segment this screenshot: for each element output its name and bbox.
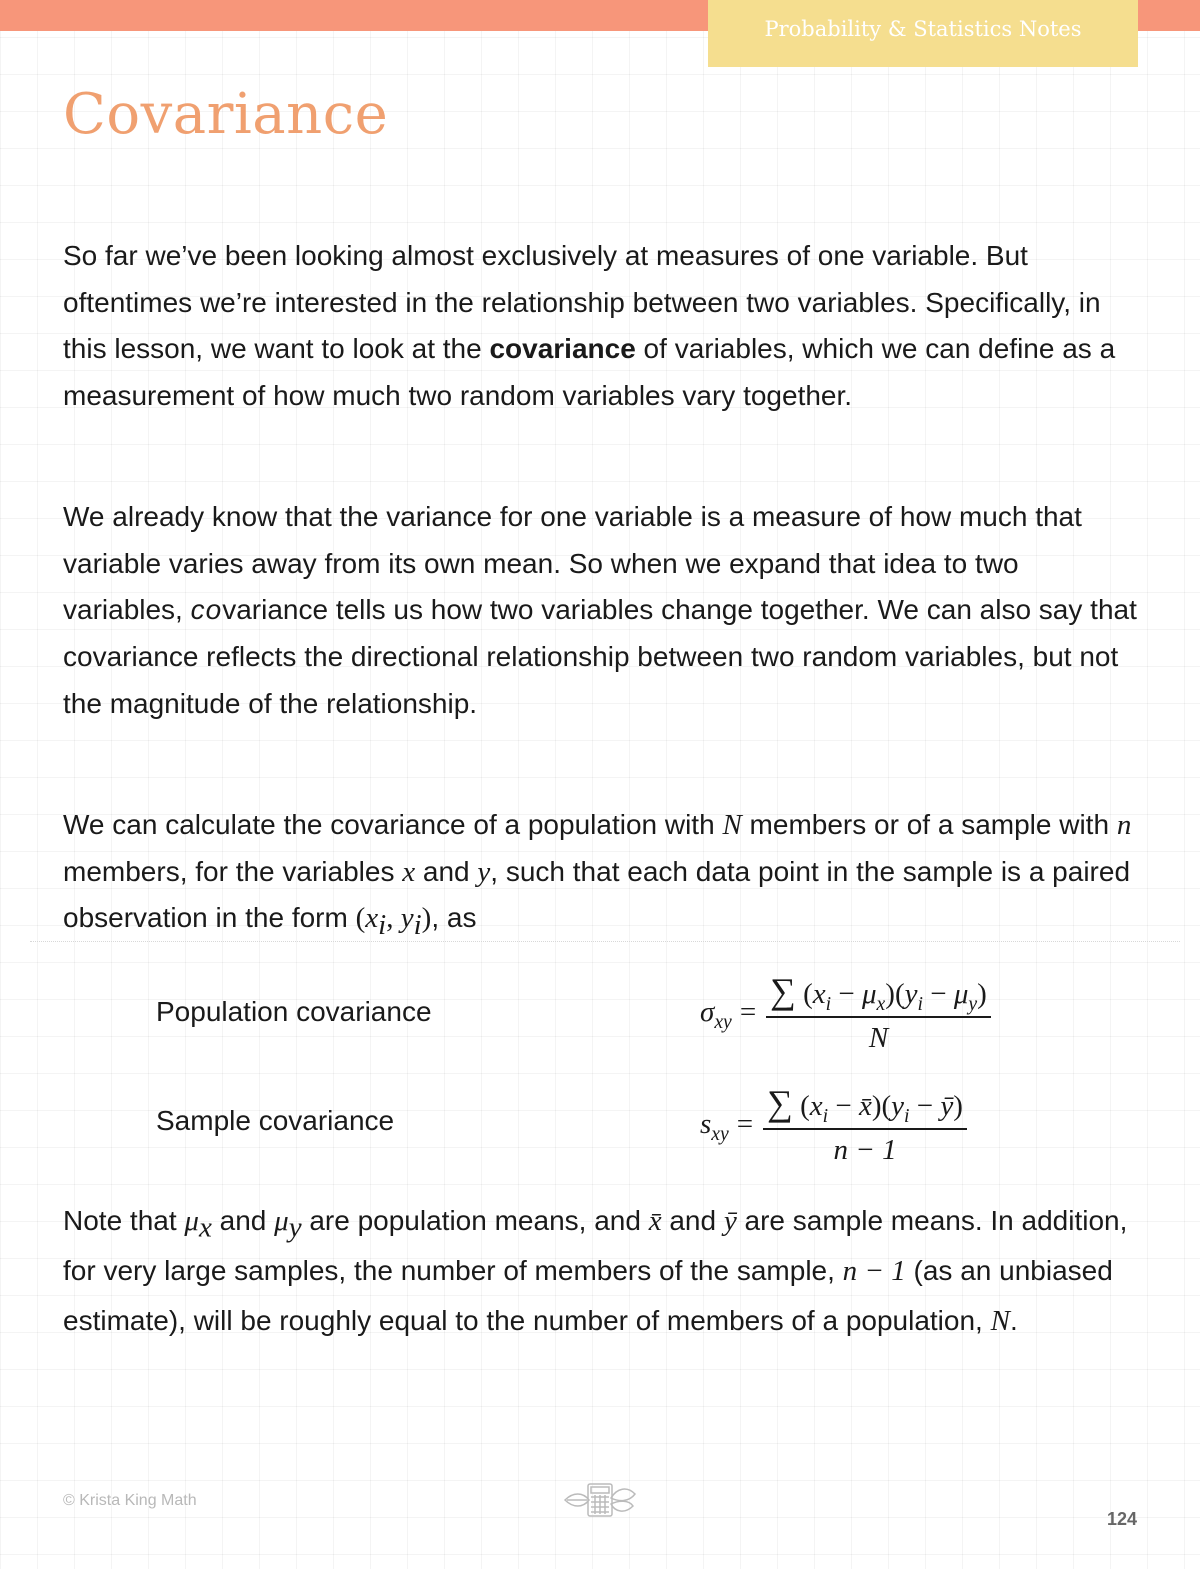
pair-y: y — [400, 902, 414, 935]
dotted-divider — [30, 941, 1180, 942]
note-text-5: are sample means. In addition, for very large samples, the number of members of the sample, — [63, 1205, 1128, 1286]
calc-text-2: members or of a sample with — [741, 809, 1117, 840]
calc-text-5: , such that each data point in the sample is a paired observation in the form — [63, 855, 1131, 934]
note-paragraph — [63, 1196, 1143, 1346]
math-mu-y-sub: y — [288, 1211, 302, 1244]
population-lhs-symbol: σ — [700, 996, 715, 1028]
population-covariance-formula — [700, 970, 991, 1055]
note-text-2: and — [211, 1205, 275, 1236]
calculator-leaf-logo-icon — [563, 1480, 637, 1520]
sample-covariance-formula — [700, 1082, 967, 1167]
pair-comma: , — [386, 902, 401, 935]
note-text-1: Note that — [63, 1205, 185, 1236]
calc-text-4: and — [415, 855, 478, 887]
sample-covariance-label: Sample covariance — [156, 1105, 395, 1136]
note-text-6: (as an unbiased estimate), will be roughly equal to the number of members of a population, — [63, 1255, 1113, 1336]
population-fraction — [766, 970, 991, 1055]
calculation-paragraph — [63, 802, 1143, 942]
header-tab — [708, 0, 1138, 67]
page-number: 124 — [1106, 1509, 1137, 1529]
variance-text-1: We already know that the variance for one variable is a measure of how much that variable varies away from its own mean. So when we expand that idea to two variables, — [63, 501, 1082, 626]
math-n: n — [1116, 809, 1132, 841]
pair-x: x — [365, 902, 379, 935]
pair-open: ( — [355, 902, 366, 935]
math-pair — [355, 902, 432, 942]
population-covariance-label: Population covariance — [156, 996, 432, 1027]
note-text-4: and — [661, 1205, 724, 1236]
sample-equals: = — [736, 1108, 754, 1140]
co-prefix: co — [190, 594, 223, 626]
header-tab-label: Probability & Statistics Notes — [764, 16, 1082, 41]
math-mu-x-sub: x — [198, 1211, 212, 1244]
pair-sub-i-1: i — [378, 909, 387, 942]
sample-lhs-sub: xy — [711, 1122, 729, 1145]
population-lhs-sub: xy — [714, 1010, 732, 1033]
pair-close: ) — [421, 902, 432, 935]
variance-paragraph — [63, 494, 1143, 728]
pair-sub-i-2: i — [413, 909, 422, 942]
math-N-population: N — [990, 1305, 1010, 1337]
math-y-bar: ȳ — [723, 1205, 737, 1237]
math-y: y — [477, 855, 491, 888]
sample-lhs-symbol: s — [700, 1108, 712, 1140]
math-x-bar: x̄ — [648, 1205, 662, 1237]
calc-text-3: members, for the variables — [63, 855, 403, 887]
math-mu-y: μ — [274, 1205, 289, 1237]
population-denominator: N — [868, 1022, 889, 1054]
math-mu-x: μ — [184, 1205, 199, 1237]
summation-icon: ∑ — [770, 971, 796, 1011]
note-text-3: are population means, and — [301, 1205, 649, 1236]
summation-icon: ∑ — [767, 1083, 793, 1123]
sample-denominator: n − 1 — [833, 1134, 897, 1166]
footer-copyright: © Krista King Math — [63, 1492, 197, 1509]
math-N: N — [722, 809, 742, 841]
intro-text-2: of variables, which we can define as a measurement of how much two random variables vary together. — [63, 333, 1116, 412]
population-equals: = — [739, 996, 757, 1028]
note-text-7: . — [1009, 1305, 1018, 1336]
intro-text-1: So far we’ve been looking almost exclusively at measures of one variable. But oftentimes we’re interested in the relationship between two variables. Specifically, in this lesson, we want to look at the — [63, 240, 1101, 365]
population-lhs — [700, 996, 732, 1033]
sample-fraction — [763, 1082, 967, 1167]
sample-numerator: ∑ ($x_i$ − $x̄)(y_i$ − ȳ) — [763, 1082, 967, 1130]
calc-text-1: We can calculate the covariance of a population with — [63, 809, 723, 840]
page-title: Covariance — [63, 82, 389, 147]
sample-lhs — [700, 1108, 729, 1145]
variance-text-2: variance tells us how two variables change together. We can also say that covariance reflects the directional relationship between two random variables, but not the magnitude of the relationship. — [63, 594, 1137, 719]
population-numerator: ∑ $(x_i - \mu_x)(y_i - \mu_y)$ — [766, 970, 991, 1018]
math-x: x — [402, 855, 416, 888]
intro-paragraph — [63, 233, 1143, 420]
calc-text-6: , as — [431, 902, 477, 934]
covariance-term: covariance — [489, 333, 636, 365]
math-n-minus-1: n − 1 — [842, 1255, 906, 1287]
